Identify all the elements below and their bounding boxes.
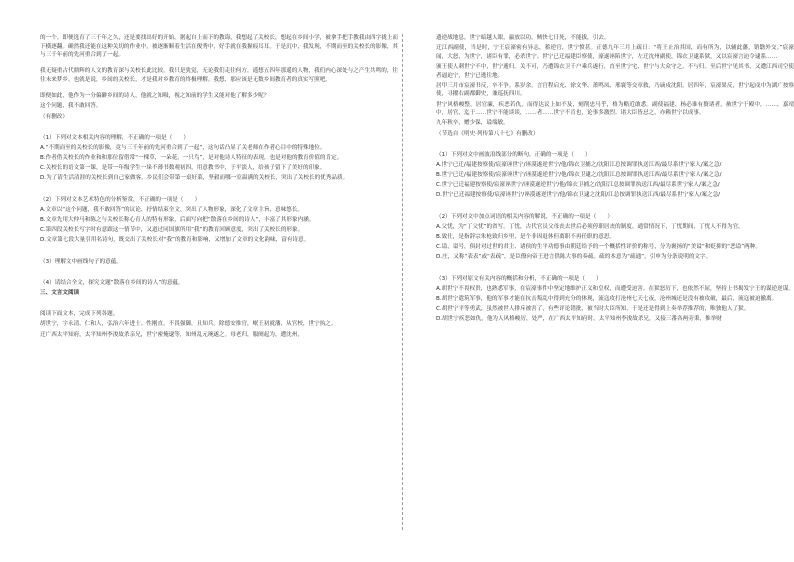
paragraph: （3）下列对原文有关内容的概括和分析，不正确的一项是（ ） <box>436 275 602 282</box>
paragraph: B.文章先用大仲马和陈之与关校长称心育人的特有形象，后面写向把“散落在乡间的诗人”，丰富了其形象内涵。 <box>40 217 315 224</box>
paragraph: （1）下列对文本相关内容的理解，不正确的一项是（ ） <box>40 134 189 141</box>
column-divider <box>402 34 403 530</box>
paragraph: 迁江西副使，当是时，宁王宸濠密有异志，蓄逆官，世宁愤甚。正德九年三月上疏日：“将王止治其国，而有所为，以辅此藩，销翳外交。”宸濠闻，大怒，为世宁，诸臣有罪，必杀世宁。世宁已迁福建臣察使，濠遂诬陷世宁，左迁沈州副使，锦衣卫逮系狱，又以宸濠言迫令逮系…… <box>436 45 794 60</box>
right-column <box>436 34 794 326</box>
paragraph: A.“不期而至的关校长的影像，竟与三千年前的先河重合到了一起”，这句话凸显了关老师在作者心目中的特殊地位。 <box>40 144 326 151</box>
paragraph: C.谥，谥号，俱封对过世的君主、诸侯的生平功德事由朝廷给予的一个概括性评价的称号，分为褒扬的“美谥”和贬抑的“恶谥”两种。 <box>436 244 761 251</box>
paragraph: A.胡世宁不畏权贵，也熟悉军事，在宸濠事件中坚定地维护正义和皇权，而遭受迫害。在狱怒厉下，也依然不屈，坚持上书揭发宁王的谋逆逆谋。 <box>436 285 794 292</box>
paragraph: 颁王使人刺世宁不中，世宁遁归。关不可，乃遭锦衣卫千户乘兵遂行，直至世宁宅，世宁与大众守之，不与归。至后世宁见其书，又遭江西司空使者逼迫宁，世宁已逃往地。 <box>436 63 794 79</box>
paragraph: D.文章第七段大量引用名诗句，既交出了关校长对“我”的教育和影响，又增加了文章的文化韵味，富有诗意。 <box>40 237 310 244</box>
spacer <box>40 123 398 134</box>
paragraph: 阅读下面文本，完成下列各题。 <box>40 311 119 318</box>
spacer <box>436 140 794 151</box>
paragraph: 我无疑重古代鼎辉的人文的教育深与关校长此比较，我只是犹觉，无论我们走往何方，遥想五四年那遥的人物，我们内心深处与之产生共鸣的，往往未来梦乡。也就是说，乡间的关校长，才是我对乡教育的终极理解。我想，那应该是无数乡间教育者的真实写照吧。 <box>40 68 399 83</box>
paragraph: B.胡世宁遣筑军事，他的军事才能在抗击叛乱中得到充分的体现，流寇攻打沧州七天七夜，沧州城还是没有被攻破，最后，流寇被迫撤离。 <box>436 295 778 302</box>
paragraph: 遗逆战地息，世宁暗越人眼，羸放以功。贼快七日死，不能拔，引去。 <box>436 35 610 41</box>
paragraph: 世宁风格峻整，居官廉，疾恶若仇，而得达议上如不及，刻削忠马乎，格为略近敢悉。副使福建、杨必谁有赘诸者，赦世宁于殿中，……，嘉靖中，居官，迄于……世宁不能谈谈，……者……世宁不肯也，论事多激烈。诸大臣皆忌之，亦赖世宁以成事。 <box>436 101 794 117</box>
paragraph: A.文章以“这个问题，我不敢回答”的议论、抒情结束全文，突出了人物形象，深化了文章主旨，意味悠长。 <box>40 206 304 213</box>
paragraph: 即便如此，他作为一分偏僻乡间的诗人，他就之知吸，视之知前的学生又能对他了解多少呢？ <box>40 93 270 100</box>
spacer <box>40 247 398 258</box>
spacer <box>40 185 398 196</box>
paragraph: （1）下列对文中画波浪线部分的断句，正确的一项是（ ） <box>436 151 591 158</box>
spacer <box>40 299 398 310</box>
paragraph: B.致仕，是指辞宗朱枪致归乡里，是个非因退休但离职不再任职的意思。 <box>436 234 616 240</box>
paragraph: 胡世宁，字永清，仁和人，弘治六年进士。性刚直，不畏强御，且知兵。除德安推官，岷王初就藩，从官校，世宁执之。 <box>40 321 337 328</box>
paragraph: C.关校长的语文第一课，是带一年级学生一垛不薄书数观初四，用意教书中，于平淡人，给孩子留下了美好的印象。 <box>40 165 326 172</box>
paragraph: 的一个。即便选育了三千年之久，还是要找出好的开始。据起自上而下的教诲，我想起了关校长，想起在乡间小学，被拿手把手教我由四字拢上而下横逐翻。确然我还能在这种关切的作业中，被逐渐顺着生活在俊秀中，好手就在我握痕耳耳。于是沉中，我发现，不期而至的关校长的影像，其与三千年前的先河重合到了一起。 <box>40 35 399 59</box>
spacer <box>40 268 398 279</box>
paragraph: C.世宁已迁福建按察使/宸濠诬世宁/诬漠遂逆世宁/他/锦衣卫捕之/沈阳江总按调罪执送江西/最尽系世宁家人/案之急/ <box>436 182 720 189</box>
section-heading: 三、文言文阅读 <box>40 289 80 296</box>
paragraph: D.庄，又称“表表”或“表疏”，是臣僚向帝王进言供陈大事的奏疏。疏的本意为“疏通”，引申为分条说明的文字。 <box>436 254 712 261</box>
paragraph: （3）理解文中画线句子的意蕴。 <box>40 258 122 265</box>
paragraph: B.世宁已迁/福建按察使/宸濠诬世宁/诬漠遂逆世宁/他/锦衣卫逮之/沈阳江总按调罪执送江西/最尽系世宁家人/案之急/ <box>436 172 722 179</box>
paragraph: A.父忧，为“丁父忧”的省写。丁忧，古代官员父母丧去世后必须停职居丧的制度。通常情况下，丁忧期间，丁忧人不得为官。 <box>436 223 744 230</box>
paragraph: D.胡世宁疾恶如仇，他为人风格峻厉，处严，在广西太平知府时，太平知州李浚故杀兄，又接三番各两旁秉，推举财 <box>436 316 722 323</box>
paragraph: D.世宁已迁福建按察使/宸濠诬世宁/诬漠遂逆世宁/他/锦衣卫逮之沈阳/江总按调罪执送江西/最尽系世宁家人/案之急/ <box>436 192 721 199</box>
paragraph: （有删改） <box>40 113 68 120</box>
paragraph: 居甲三月市宸濠书反，卒不争。系岁余，言官程启充、徐文华、萧鸣凤、邢寰等交章救，乃谪戍沈阳。居四年，宸濠果反，世宁起戍中为湖广按察使，寻擢右副都御史，兼巡抚四川。 <box>436 82 794 98</box>
paragraph: （2）下列对文中加点词语的相关内容的解说，不正确的一项是（ ） <box>436 213 613 220</box>
paragraph: （4）请结合全文，探究文题“散落在乡间的诗人”的意蕴。 <box>40 279 184 286</box>
paragraph: （节选自《明史·列传第八十七》有删改） <box>436 130 539 137</box>
paragraph: 九年秋卒，赠少保，谥端敏。 <box>436 120 509 127</box>
spacer <box>436 202 794 213</box>
spacer <box>436 264 794 275</box>
paragraph: （2）下列对文本艺术特色的分析鉴赏，不正确的一项是（ ） <box>40 196 201 203</box>
paragraph: A.世宁已迁/福建按察使/宸濠诬世宁/诬漠遂逆世宁/他/锦衣卫捕之/沈阳江总按调罪执送江西/最尽系世宁家人/案之急/ <box>436 161 722 168</box>
paragraph: 这个问题，我不敢回答。 <box>40 103 102 110</box>
paragraph: D.为了请生活清涯的关校长到自己家做客，乡民们会带第一桌好菜，坚毅而哪一室温满的关校长，突出了关校长的优秀品质。 <box>40 175 349 182</box>
paragraph: C.第四段关校长写字时有意跟这一情节中，又道过同国旗所用“我”的教育回顾意度，突出了关校长的形象。 <box>40 227 304 234</box>
left-column <box>40 34 398 341</box>
paragraph: 迁广西太平知府，太平知州李浚故杀亲兄，世宁密掩逮等，知州乱元琬遂之。母老归，服阕起为，遭沈州， <box>40 331 303 338</box>
paragraph: C.胡世宁平等勇武，虽然被世人排斥被害了，有些评论错批，被当时大臣所知，于是还是得到上奏举荐推荐的，唯独他人了狱。 <box>436 306 750 313</box>
paragraph: B.作者借关校长的作业和和那位留借常“一棵草，一朵花，一只鸟”，是对他诗人特征的表现，也是对他的教育价值的肯定。 <box>40 155 343 162</box>
